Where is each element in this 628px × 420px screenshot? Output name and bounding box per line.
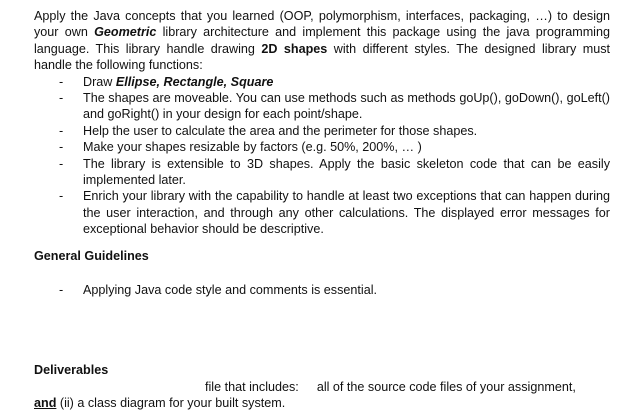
req-text: Help the user to calculate the area and the perimeter for those shapes. (83, 123, 478, 138)
list-item (34, 188, 610, 237)
list-item (34, 74, 610, 90)
deliverables-text-b: all of the source code files of your assignment, (316, 380, 576, 394)
and-word: and (34, 396, 57, 410)
intro-text-3: with different styles. The designed library must handle the following functions: (34, 41, 611, 73)
guidelines-list (34, 282, 610, 298)
deliverables-line-1 (205, 380, 576, 394)
library-name: Geometric (94, 25, 157, 40)
req-text: Enrich your library with the capability to handle at least two exceptions that can happen during the user interaction, and through any other calculations. The displayed error messages for exceptional behavior should be descriptive. (83, 189, 610, 237)
deliverables-line-2 (34, 396, 285, 410)
req-text: The library is extensible to 3D shapes. Apply the basic skeleton code that can be easily implemented later. (83, 156, 610, 188)
intro-text-2: library architecture and implement this package using the java programming language. This library handle drawing (34, 25, 610, 56)
intro-paragraph (34, 8, 610, 74)
list-item: - Applying Java code style and comments is essential. (34, 282, 610, 298)
requirements-list (34, 74, 610, 238)
list-item (34, 90, 610, 123)
list-item (34, 139, 610, 155)
assignment-body (34, 8, 610, 238)
req-text: Make your shapes resizable by factors (e.g. 50%, 200%, … ) (83, 140, 422, 155)
req-text: The shapes are moveable. You can use methods such as methods goUp(), goDown(), goLeft() and goRight() in your design for each point/shape. (83, 91, 610, 122)
shapes-2d-emphasis: 2D shapes (261, 41, 328, 56)
list-item (34, 156, 610, 189)
general-guidelines-heading: General Guidelines (34, 249, 149, 263)
deliverables-heading: Deliverables (34, 363, 109, 377)
deliverables-text-c: (ii) a class diagram for your built system. (56, 396, 286, 410)
req-prefix: Draw (83, 74, 116, 89)
deliverables-text-a: file that includes: (205, 380, 299, 394)
intro-text-1: Apply the Java concepts that you learned (OOP, polymorphism, interfaces, packaging, …) to design your own (34, 9, 610, 40)
shape-types: Ellipse, Rectangle, Square (115, 74, 274, 89)
list-item (34, 123, 610, 139)
